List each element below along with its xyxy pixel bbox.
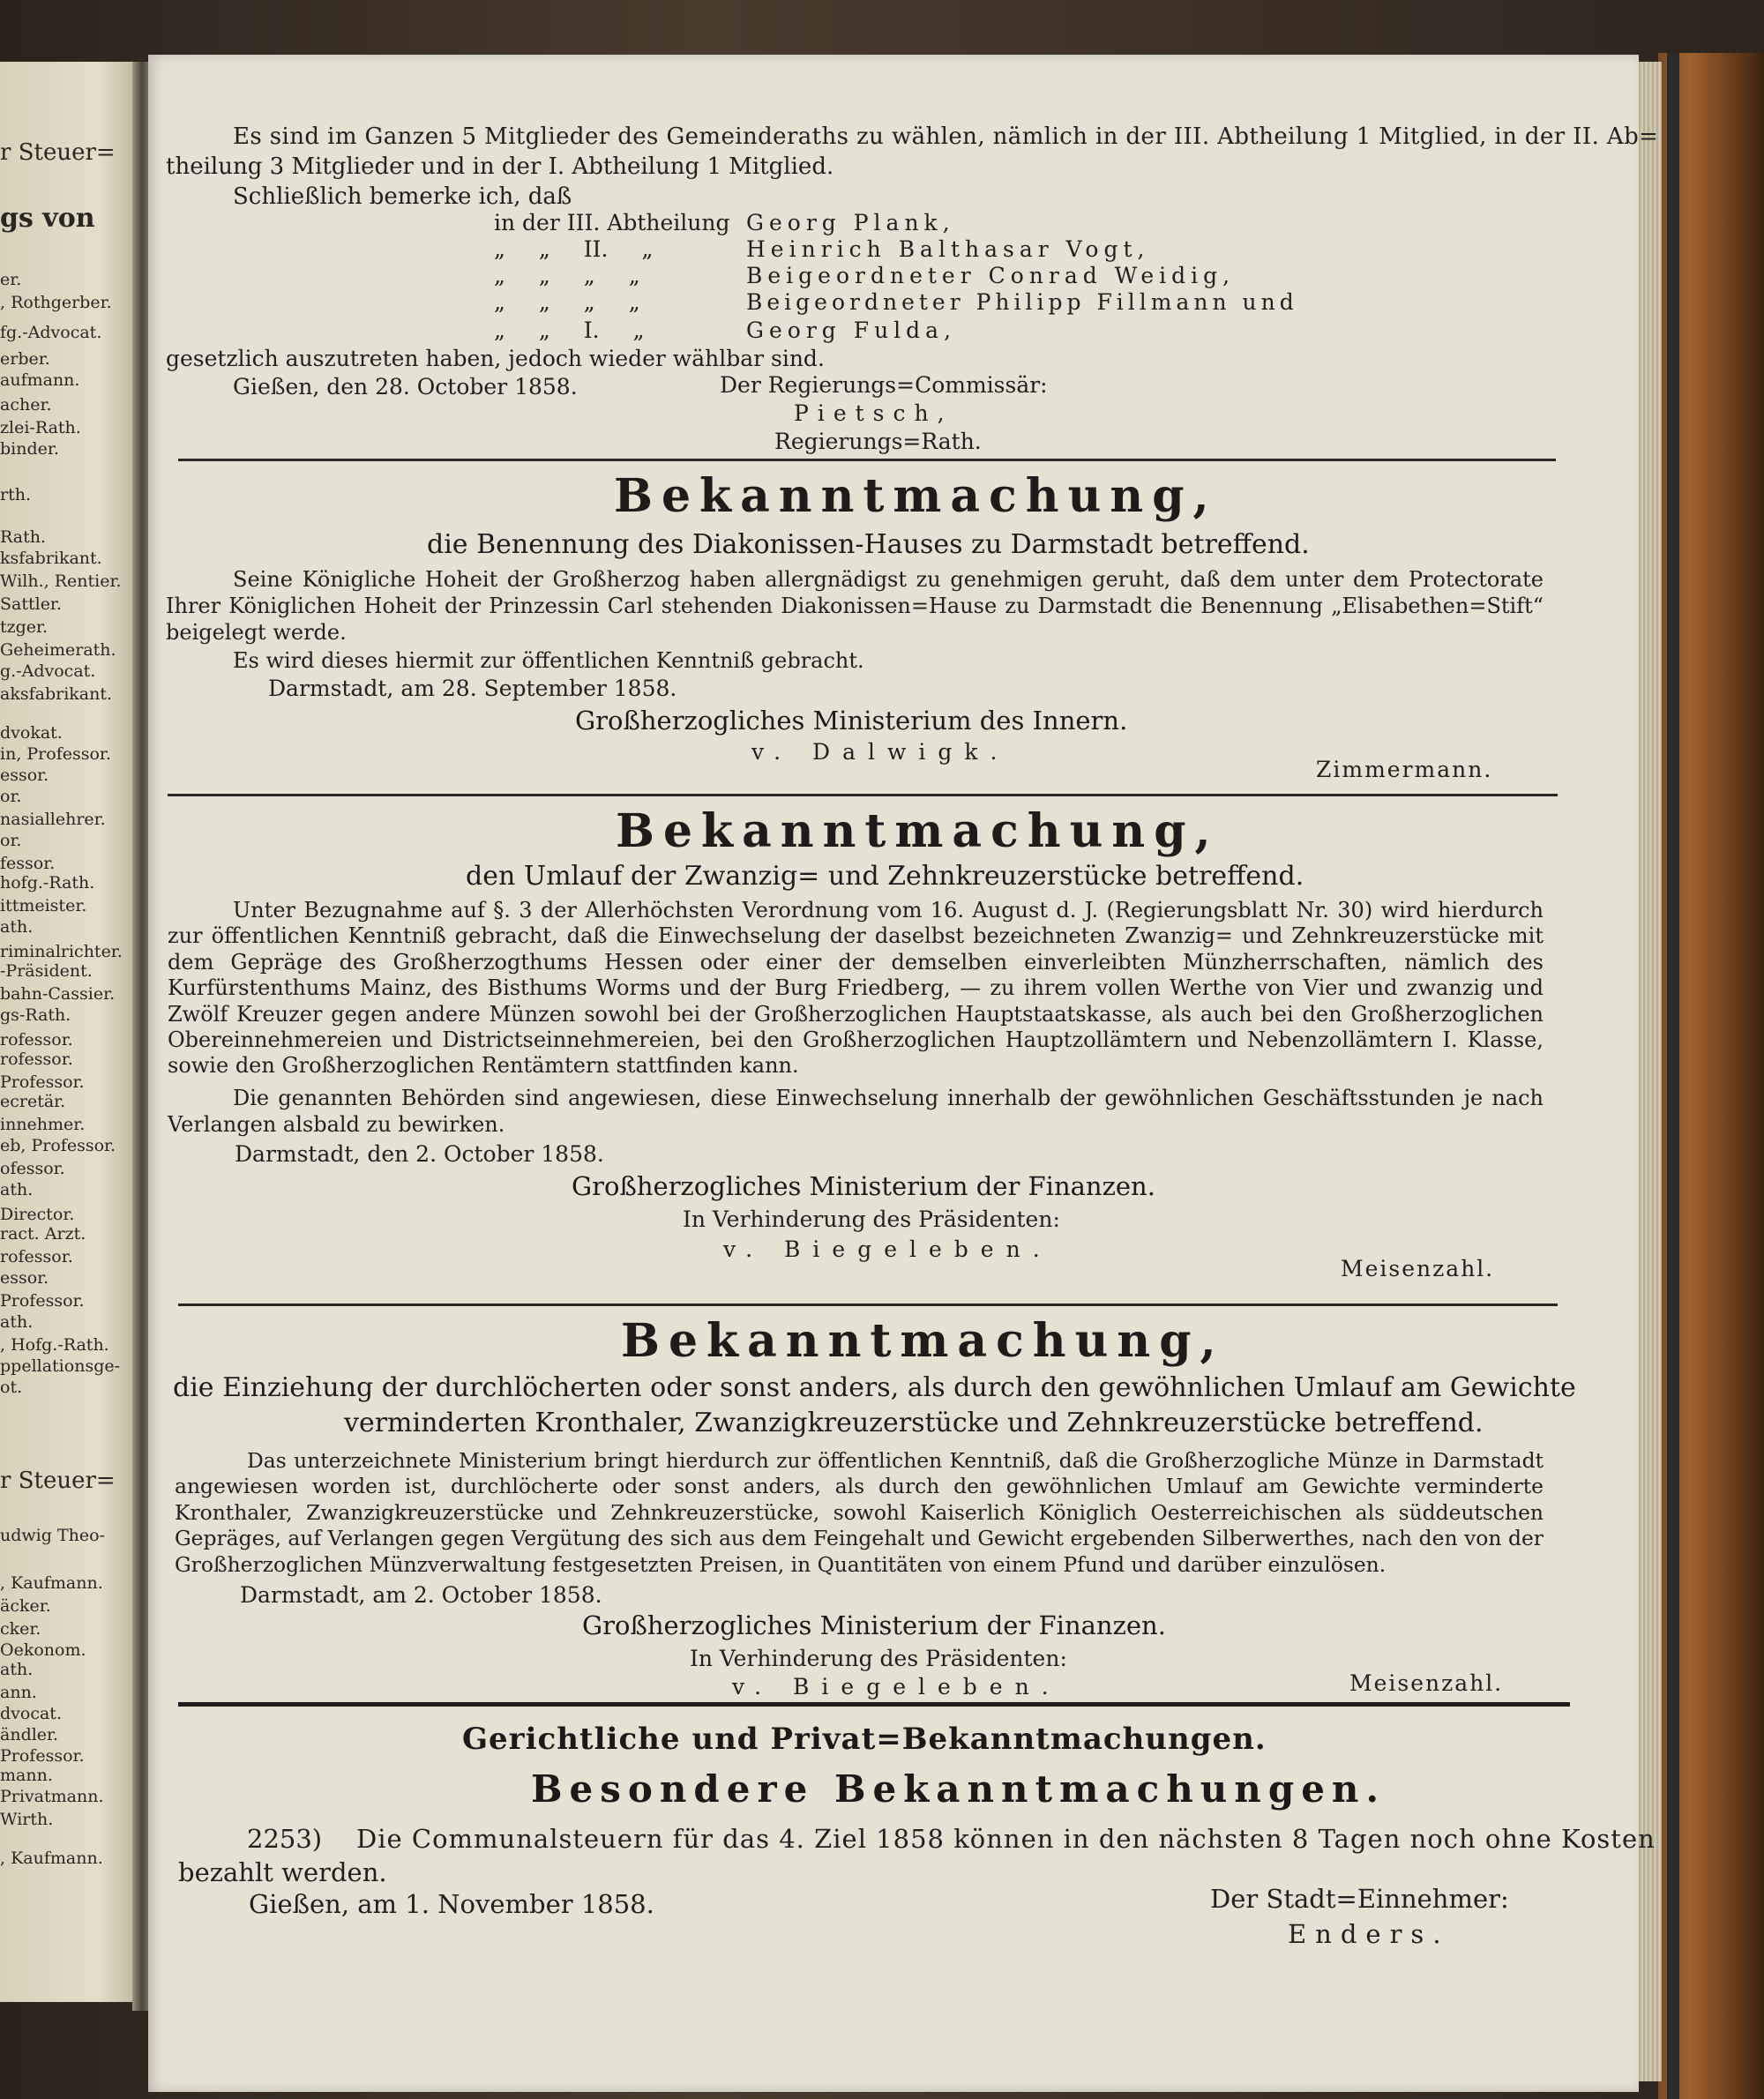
list-div-1: in der III. Abtheilung bbox=[494, 210, 730, 235]
left-page-text: , Hofg.-Rath. bbox=[0, 1335, 109, 1355]
left-page-text: äcker. bbox=[0, 1596, 51, 1616]
left-page-text: cker. bbox=[0, 1619, 41, 1639]
left-page-text: ath. bbox=[0, 1312, 34, 1332]
notice1-body2: Es wird dieses hiermit zur öffentlichen Kenntniß gebracht. bbox=[233, 648, 864, 673]
left-page-text: ract. Arzt. bbox=[0, 1224, 86, 1244]
section-subtitle: Besondere Bekanntmachungen. bbox=[531, 1767, 1387, 1811]
list-name-5: Georg Fulda, bbox=[746, 317, 957, 343]
list-div-4: „ „ „ „ bbox=[494, 289, 640, 315]
left-page-text: binder. bbox=[0, 439, 59, 459]
left-page-text: Professor. bbox=[0, 1746, 85, 1766]
left-page-text: ecretär. bbox=[0, 1092, 66, 1111]
notice2-clerk: Meisenzahl. bbox=[1341, 1256, 1495, 1281]
left-page-text: or. bbox=[0, 787, 22, 806]
notice3-ministry: Großherzogliches Ministerium der Finanzen. bbox=[582, 1610, 1166, 1640]
notice3-place-date: Darmstadt, am 2. October 1858. bbox=[240, 1582, 602, 1608]
divider-4 bbox=[178, 1702, 1570, 1707]
left-page-text: Wirth. bbox=[0, 1810, 54, 1829]
left-page-text: acher. bbox=[0, 395, 52, 415]
notice2-ministry: Großherzogliches Ministerium der Finanzen. bbox=[572, 1171, 1155, 1201]
notice2-body2: Die genannten Behörden sind angewiesen, diese Einwechselung innerhalb der gewöhnlichen Geschäftsstunden je nach Verlangen alsbald zu bewirken. bbox=[168, 1086, 1544, 1137]
block1-line3: Schließlich bemerke ich, daß bbox=[233, 183, 572, 210]
notice2-proxy: In Verhinderung des Präsidenten: bbox=[683, 1206, 1060, 1232]
notice4-official-title: Der Stadt=Einnehmer: bbox=[1210, 1884, 1509, 1914]
left-page-text: , Kaufmann. bbox=[0, 1849, 103, 1868]
left-page-text: dvokat. bbox=[0, 723, 63, 743]
list-div-3: „ „ „ „ bbox=[494, 263, 640, 288]
left-page-text: fessor. bbox=[0, 854, 56, 873]
notice3-subheading-2: verminderten Kronthaler, Zwanzigkreuzerstücke und Zehnkreuzerstücke betreffend. bbox=[344, 1408, 1484, 1438]
book-cover-edge bbox=[1658, 53, 1764, 2099]
left-page-text: aksfabrikant. bbox=[0, 684, 113, 704]
left-page-text: gs von bbox=[0, 203, 95, 234]
left-page-text: Professor. bbox=[0, 1291, 85, 1311]
left-page-text: rth. bbox=[0, 485, 31, 504]
notice3-signatory: v. Biegeleben. bbox=[732, 1674, 1061, 1699]
notice1-signatory: v. Dalwigk. bbox=[751, 739, 1010, 765]
notice2-body: Unter Bezugnahme auf §. 3 der Allerhöchsten Verordnung vom 16. August d. J. (Regierungsblatt Nr. 30) wird hierdurch zur öffentlichen Kenntniß gebracht, daß die Einwechselung der daselbst bezeichneten Zwanzig= und Zehnkreuzerstücke mit dem Gepräge des Großherzogthums Hessen oder einer der demselben einverleibten Münzherrschaften, nämlich des Kurfürstenthums Mainz, des Bisthums Worms und der Burg Friedberg, — zu ihrem vollen Werthe von Vier und zwanzig und Zwölf Kreuzer gegen andere Münzen sowohl bei der Großherzoglichen Hauptstaatskasse, als auch bei den Großherzoglichen Obereinnehmereien und Districtseinnehmereien, bei den Großherzoglichen Hauptzollämtern und Nebenzollämtern I. Klasse, sowie den Großherzoglichen Rentämtern stattfinden kann. bbox=[168, 898, 1544, 1079]
left-page-text: ath. bbox=[0, 1180, 34, 1199]
left-page-text: or. bbox=[0, 831, 22, 850]
left-page-text: hofg.-Rath. bbox=[0, 873, 95, 893]
notice2-place-date: Darmstadt, den 2. October 1858. bbox=[235, 1141, 604, 1167]
list-div-5: „ „ I. „ bbox=[494, 317, 645, 343]
left-page-text: ppellationsge- bbox=[0, 1356, 121, 1376]
left-page-text: innehmer. bbox=[0, 1115, 86, 1134]
notice4-number: 2253) bbox=[247, 1824, 323, 1854]
section-title: Gerichtliche und Privat=Bekanntmachungen. bbox=[462, 1722, 1267, 1757]
left-page-text: g.-Advocat. bbox=[0, 661, 96, 681]
left-page-text: ath. bbox=[0, 1660, 34, 1679]
list-name-4: Beigeordneter Philipp Fillmann und bbox=[746, 289, 1298, 315]
block1-line2: theilung 3 Mitglieder und in der I. Abtheilung 1 Mitglied. bbox=[166, 153, 834, 180]
left-page-text: ann. bbox=[0, 1683, 37, 1702]
block1-after: gesetzlich auszutreten haben, jedoch wieder wählbar sind. bbox=[166, 346, 825, 371]
notice2-signatory: v. Biegeleben. bbox=[723, 1236, 1052, 1262]
left-page-text: r Steuer= bbox=[0, 139, 116, 166]
left-page-text: nasiallehrer. bbox=[0, 810, 106, 829]
notice1-subheading: die Benennung des Diakonissen-Hauses zu Darmstadt betreffend. bbox=[427, 529, 1310, 560]
left-page-text: , Rothgerber. bbox=[0, 293, 112, 312]
left-page-text: ittmeister. bbox=[0, 896, 87, 915]
list-name-1: Georg Plank, bbox=[746, 210, 955, 235]
notice4-official-name: Enders. bbox=[1288, 1919, 1450, 1949]
notice1-body: Seine Königliche Hoheit der Großherzog haben allergnädigst zu genehmigen geruht, daß dem unter dem Protectorate Ihrer Königlichen Hoheit der Prinzessin Carl stehenden Diakonissen=Hause zu Darmstadt die Benennung „Elisabethen=Stift“ beigelegt werde. bbox=[166, 567, 1544, 645]
left-page-fragment bbox=[0, 62, 143, 2002]
left-page-text: , Kaufmann. bbox=[0, 1573, 103, 1593]
left-page-text: ksfabrikant. bbox=[0, 549, 102, 568]
left-page-text: mann. bbox=[0, 1766, 53, 1785]
notice4-place-date: Gießen, am 1. November 1858. bbox=[249, 1889, 654, 1919]
left-page-text: ändler. bbox=[0, 1725, 59, 1744]
left-page-text: rofessor. bbox=[0, 1247, 73, 1266]
left-page-text: tzger. bbox=[0, 617, 49, 637]
left-page-text: rofessor. bbox=[0, 1050, 73, 1069]
left-page-text: ot. bbox=[0, 1378, 23, 1397]
left-page-text: eb, Professor. bbox=[0, 1136, 116, 1155]
notice4-body2: bezahlt werden. bbox=[178, 1857, 387, 1887]
notice4-body1: Die Communalsteuern für das 4. Ziel 1858 können in den nächsten 8 Tagen noch ohne Kosten bbox=[356, 1824, 1656, 1854]
left-page-text: aufmann. bbox=[0, 370, 80, 390]
left-page-text: bahn-Cassier. bbox=[0, 984, 116, 1004]
left-page-text: zlei-Rath. bbox=[0, 418, 81, 437]
list-name-2: Heinrich Balthasar Vogt, bbox=[746, 236, 1150, 262]
left-page-text: dvocat. bbox=[0, 1704, 62, 1723]
notice3-body: Das unterzeichnete Ministerium bringt hierdurch zur öffentlichen Kenntniß, daß die Großherzogliche Münze in Darmstadt angewiesen worden ist, durchlöcherte oder sonst anders, als durch den gewöhnlichen Umlauf am Gewichte verminderte Kronthaler, Zwanzigkreuzerstücke und Zehnkreuzerstücke, sowohl Kaiserlich Königlich Oesterreichischen als süddeutschen Gepräges, auf Verlangen gegen Vergütung des sich aus dem Feingehalt und Gewicht ergebenden Silberwerthes, nach den von der Großherzoglichen Münzverwaltung festgesetzten Preisen, in Quantitäten von einem Pfund und darüber einzulösen. bbox=[175, 1448, 1544, 1577]
notice1-place-date: Darmstadt, am 28. September 1858. bbox=[268, 676, 677, 701]
left-page-text: riminalrichter. bbox=[0, 942, 123, 961]
document-page bbox=[148, 55, 1659, 2092]
notice1-ministry: Großherzogliches Ministerium des Innern. bbox=[575, 706, 1128, 736]
divider-2 bbox=[168, 794, 1558, 796]
left-page-text: udwig Theo- bbox=[0, 1526, 105, 1545]
commissar-title: Der Regierungs=Commissär: bbox=[720, 372, 1048, 398]
notice2-heading: Bekanntmachung, bbox=[616, 804, 1220, 858]
list-div-2: „ „ II. „ bbox=[494, 236, 654, 262]
left-page-text: erber. bbox=[0, 349, 50, 369]
left-page-text: rofessor. bbox=[0, 1030, 73, 1050]
left-page-text: Professor. bbox=[0, 1072, 85, 1092]
left-page-text: essor. bbox=[0, 766, 49, 785]
left-page-text: gs-Rath. bbox=[0, 1005, 71, 1025]
left-page-text: -Präsident. bbox=[0, 961, 93, 981]
commissar-rank: Regierungs=Rath. bbox=[774, 429, 982, 454]
notice1-heading: Bekanntmachung, bbox=[614, 469, 1218, 523]
left-page-text: r Steuer= bbox=[0, 1468, 116, 1494]
left-page-text: in, Professor. bbox=[0, 744, 111, 764]
left-page-text: Sattler. bbox=[0, 594, 62, 614]
notice1-clerk: Zimmermann. bbox=[1316, 757, 1493, 782]
left-page-text: Privatmann. bbox=[0, 1787, 104, 1806]
divider-3 bbox=[178, 1303, 1558, 1306]
left-page-text: Geheimerath. bbox=[0, 640, 116, 660]
left-page-text: fg.-Advocat. bbox=[0, 323, 102, 342]
left-page-text: Rath. bbox=[0, 527, 46, 547]
notice3-heading: Bekanntmachung, bbox=[621, 1314, 1225, 1368]
commissar-name: Pietsch, bbox=[794, 400, 953, 426]
notice3-clerk: Meisenzahl. bbox=[1349, 1670, 1504, 1696]
list-name-3: Beigeordneter Conrad Weidig, bbox=[746, 263, 1236, 288]
left-page-text: essor. bbox=[0, 1268, 49, 1288]
left-page-text: Wilh., Rentier. bbox=[0, 571, 122, 591]
notice3-subheading-1: die Einziehung der durchlöcherten oder sonst anders, als durch den gewöhnlichen Umlauf am Gewichte bbox=[173, 1372, 1576, 1403]
notice3-proxy: In Verhinderung des Präsidenten: bbox=[690, 1646, 1067, 1671]
notice2-subheading: den Umlauf der Zwanzig= und Zehnkreuzerstücke betreffend. bbox=[466, 861, 1304, 892]
left-page-text: ath. bbox=[0, 917, 34, 937]
left-page-text: ofessor. bbox=[0, 1159, 65, 1178]
left-page-text: Director. bbox=[0, 1205, 75, 1224]
left-page-text: er. bbox=[0, 270, 22, 289]
left-page-text: Oekonom. bbox=[0, 1640, 86, 1660]
block1-line1: Es sind im Ganzen 5 Mitglieder des Gemeinderaths zu wählen, nämlich in der III. Abtheilung 1 Mitglied, in der II. Ab= bbox=[233, 123, 1659, 150]
block1-place-date: Gießen, den 28. October 1858. bbox=[233, 374, 578, 400]
divider-1 bbox=[178, 459, 1556, 461]
